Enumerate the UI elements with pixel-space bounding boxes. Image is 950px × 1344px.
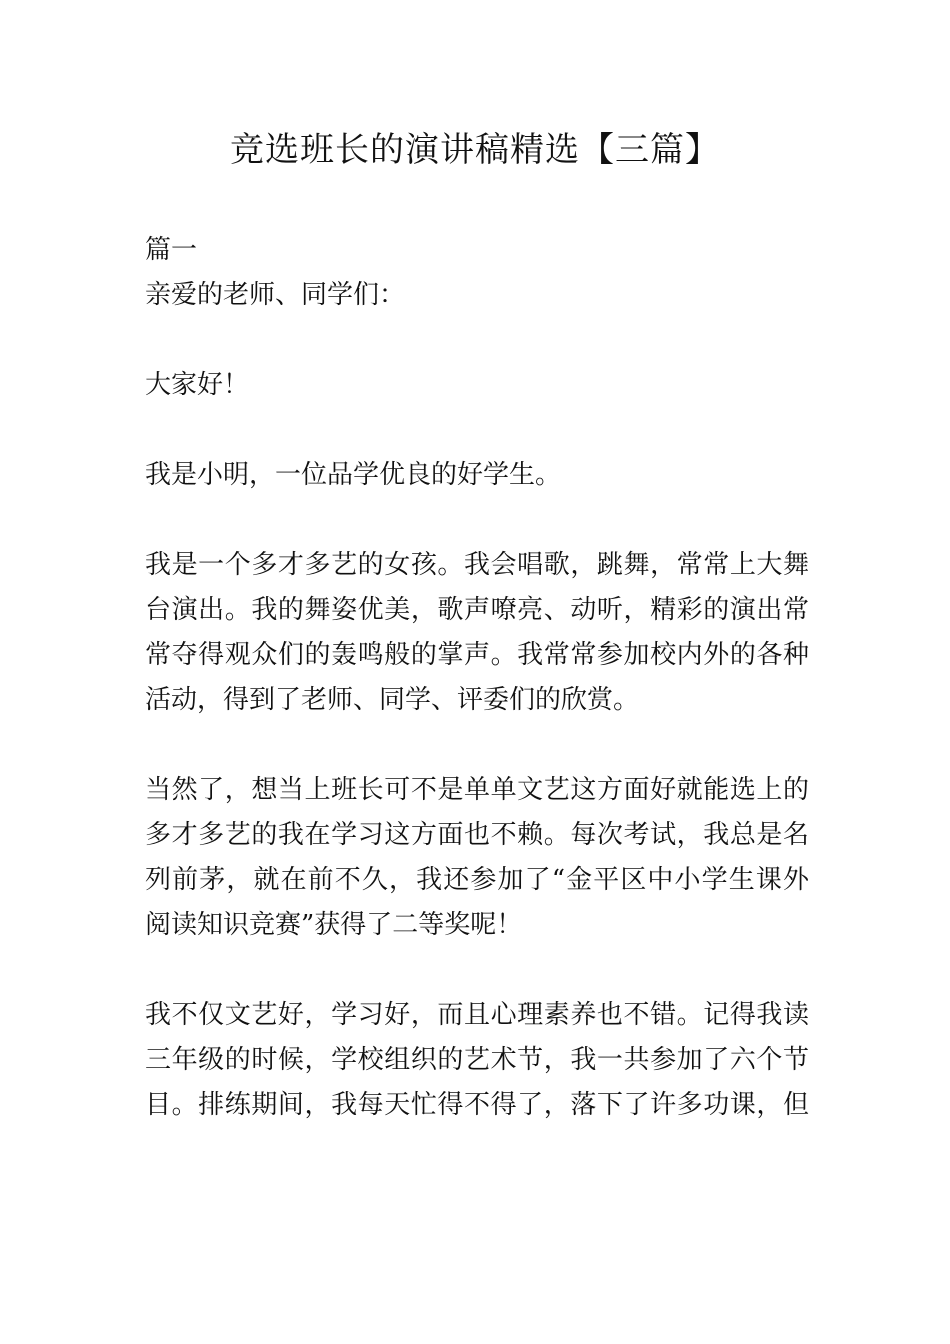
paragraph-line: 阅读知识竞赛”获得了二等奖呢！ xyxy=(145,910,523,940)
paragraph-line: 台演出。我的舞姿优美，歌声嘹亮、动听，精彩的演出常 xyxy=(145,595,809,625)
paragraph-line: 我是一个多才多艺的女孩。我会唱歌，跳舞，常常上大舞 xyxy=(145,550,809,580)
paragraph-line: 我不仅文艺好，学习好，而且心理素养也不错。记得我读 xyxy=(145,1000,809,1030)
greeting-line: 亲爱的老师、同学们： xyxy=(145,280,406,310)
paragraph-line: 常夺得观众们的轰鸣般的掌声。我常常参加校内外的各种 xyxy=(145,640,809,670)
section-label: 篇一 xyxy=(145,235,198,265)
paragraph-line: 三年级的时候，学校组织的艺术节，我一共参加了六个节 xyxy=(145,1045,809,1075)
paragraph-2 xyxy=(145,768,809,948)
intro-line: 我是小明，一位品学优良的好学生。 xyxy=(145,460,562,490)
paragraph-line: 活动，得到了老师、同学、评委们的欣赏。 xyxy=(145,685,640,715)
paragraph-line: 多才多艺的我在学习这方面也不赖。每次考试，我总是名 xyxy=(145,820,809,850)
paragraph-3 xyxy=(145,993,809,1128)
paragraph-line: 当然了，想当上班长可不是单单文艺这方面好就能选上的 xyxy=(145,775,809,805)
document-body xyxy=(145,228,809,1128)
paragraph-line: 列前茅，就在前不久，我还参加了“金平区中小学生课外 xyxy=(145,865,809,895)
document-title: 竞选班长的演讲稿精选【三篇】 xyxy=(230,130,720,170)
hello-line: 大家好！ xyxy=(145,370,250,400)
paragraph-1 xyxy=(145,543,809,723)
paragraph-line: 目。排练期间，我每天忙得不得了，落下了许多功课，但 xyxy=(145,1090,809,1120)
